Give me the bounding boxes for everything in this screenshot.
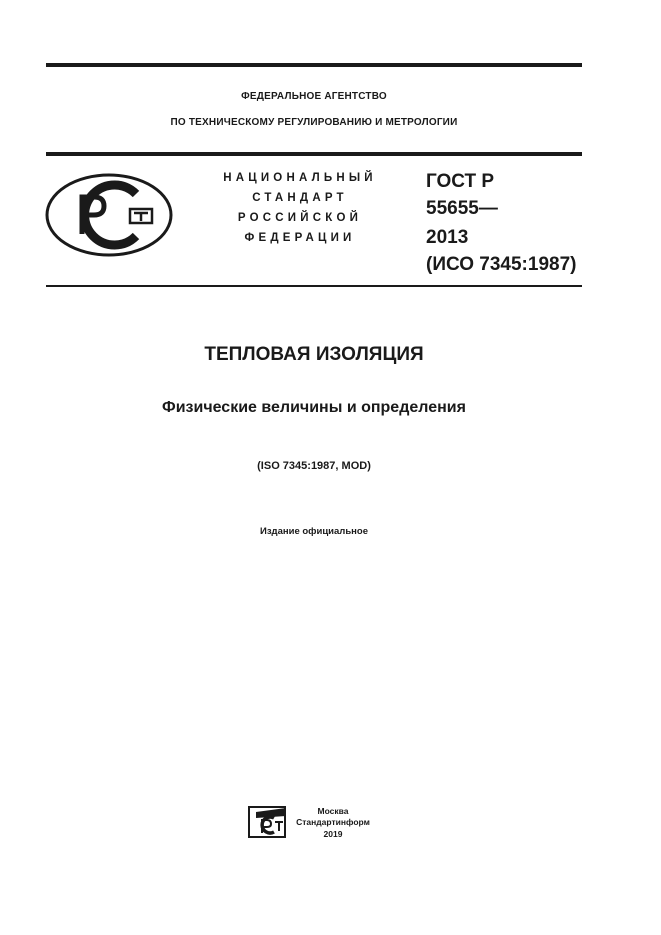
standartinform-logo-icon [248,806,288,838]
edition-label: Издание официальное [260,526,368,537]
document-title: ТЕПЛОВАЯ ИЗОЛЯЦИЯ [204,344,424,365]
designation-rule [46,285,582,287]
agency-line-2: ПО ТЕХНИЧЕСКОМУ РЕГУЛИРОВАНИЮ И МЕТРОЛОГИИ [170,117,458,128]
header-rule [46,152,582,156]
standard-line-3: РОССИЙСКОЙ [237,212,363,224]
standard-line-2: СТАНДАРТ [252,192,348,204]
iso-reference: (ISO 7345:1987, MOD) [257,460,371,472]
publisher-year: 2019 [323,829,343,839]
document-subtitle: Физические величины и определения [162,399,466,416]
designation-line-4: (ИСО 7345:1987) [426,254,577,275]
gost-r-certification-mark-icon [44,172,174,258]
publisher-name: Стандартинформ [296,817,370,827]
top-rule [46,63,582,67]
publisher-city: Москва [317,806,349,816]
designation-line-2: 55655— [426,198,498,219]
designation-line-3: 2013 [426,227,469,248]
standard-line-1: НАЦИОНАЛЬНЫЙ [223,172,377,184]
agency-line-1: ФЕДЕРАЛЬНОЕ АГЕНТСТВО [241,91,387,102]
standard-line-4: ФЕДЕРАЦИИ [244,232,356,244]
designation-line-1: ГОСТ Р [426,171,495,192]
